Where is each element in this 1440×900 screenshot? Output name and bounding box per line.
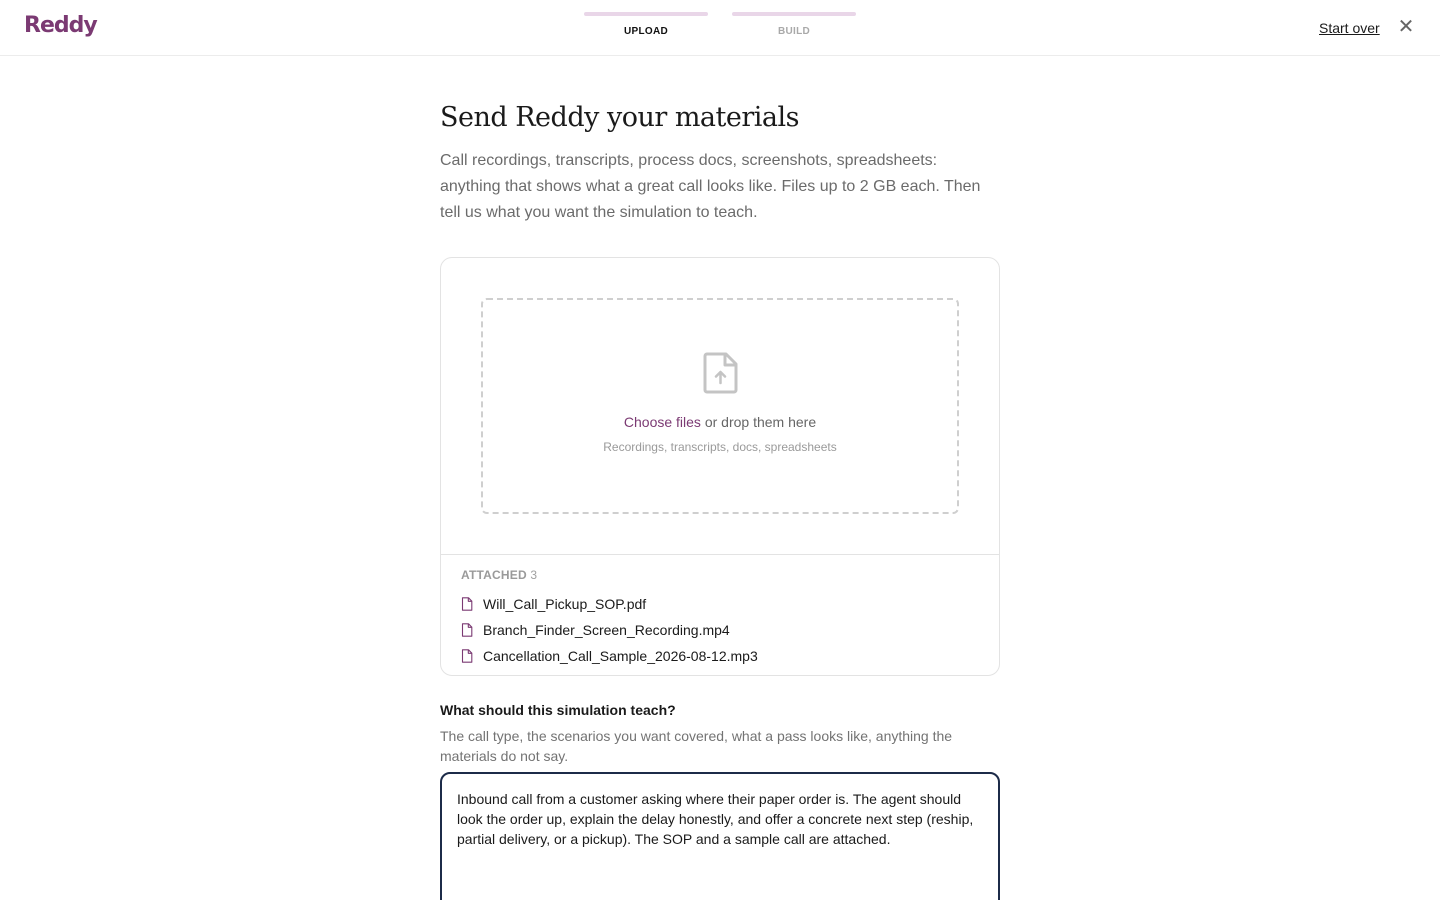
file-icon: [461, 649, 473, 663]
upload-card: [440, 257, 1000, 676]
file-upload-icon: [703, 352, 739, 394]
step-build-label: BUILD: [777, 26, 811, 37]
file-icon: [461, 597, 473, 611]
step-upload: [584, 12, 708, 37]
page-intro: Call recordings, transcripts, process docs, screenshots, spreadsheets: anything that shows what a great call looks like. Files up to 2 GB each. Then tell us what you want the simulation to teach.: [440, 152, 981, 221]
file-list-item: [461, 643, 981, 669]
attached-label: ATTACHED: [461, 568, 527, 582]
close-icon[interactable]: ✕: [1397, 16, 1415, 38]
progress-steps: [584, 12, 856, 37]
file-list-item: [461, 617, 981, 643]
step-upload-label: UPLOAD: [623, 26, 669, 37]
dropzone-hint: Recordings, transcripts, docs, spreadsheets: [603, 440, 837, 454]
file-name: Cancellation_Call_Sample_2026-08-12.mp3: [483, 648, 758, 664]
start-over-link[interactable]: Start over: [1319, 20, 1380, 36]
logo: Reddy: [24, 13, 97, 38]
teach-textarea[interactable]: [440, 772, 1000, 900]
page-title: Send Reddy your materials: [440, 102, 799, 133]
file-name: Branch_Finder_Screen_Recording.mp4: [483, 622, 730, 638]
file-dropzone[interactable]: [481, 298, 959, 514]
step-build: [732, 12, 856, 37]
teach-help-text: The call type, the scenarios you want covered, what a pass looks like, anything the materials do not say.: [440, 728, 953, 764]
file-list-item: [461, 591, 981, 617]
attached-count: 3: [530, 568, 538, 582]
choose-files-link[interactable]: Choose files: [623, 414, 701, 430]
drop-them-here-text: or drop them here: [700, 414, 817, 430]
main-content: [440, 100, 1000, 764]
dropzone-text: [483, 414, 957, 430]
teach-label: What should this simulation teach?: [440, 702, 676, 718]
top-bar: [0, 0, 1440, 56]
file-list: [461, 591, 981, 669]
teach-section: [440, 702, 1000, 766]
step-upload-bar: [584, 12, 708, 16]
file-name: Will_Call_Pickup_SOP.pdf: [483, 596, 647, 612]
step-build-bar: [732, 12, 856, 16]
attached-header: [461, 568, 981, 582]
file-icon: [461, 623, 473, 637]
attached-files: [441, 554, 1000, 676]
